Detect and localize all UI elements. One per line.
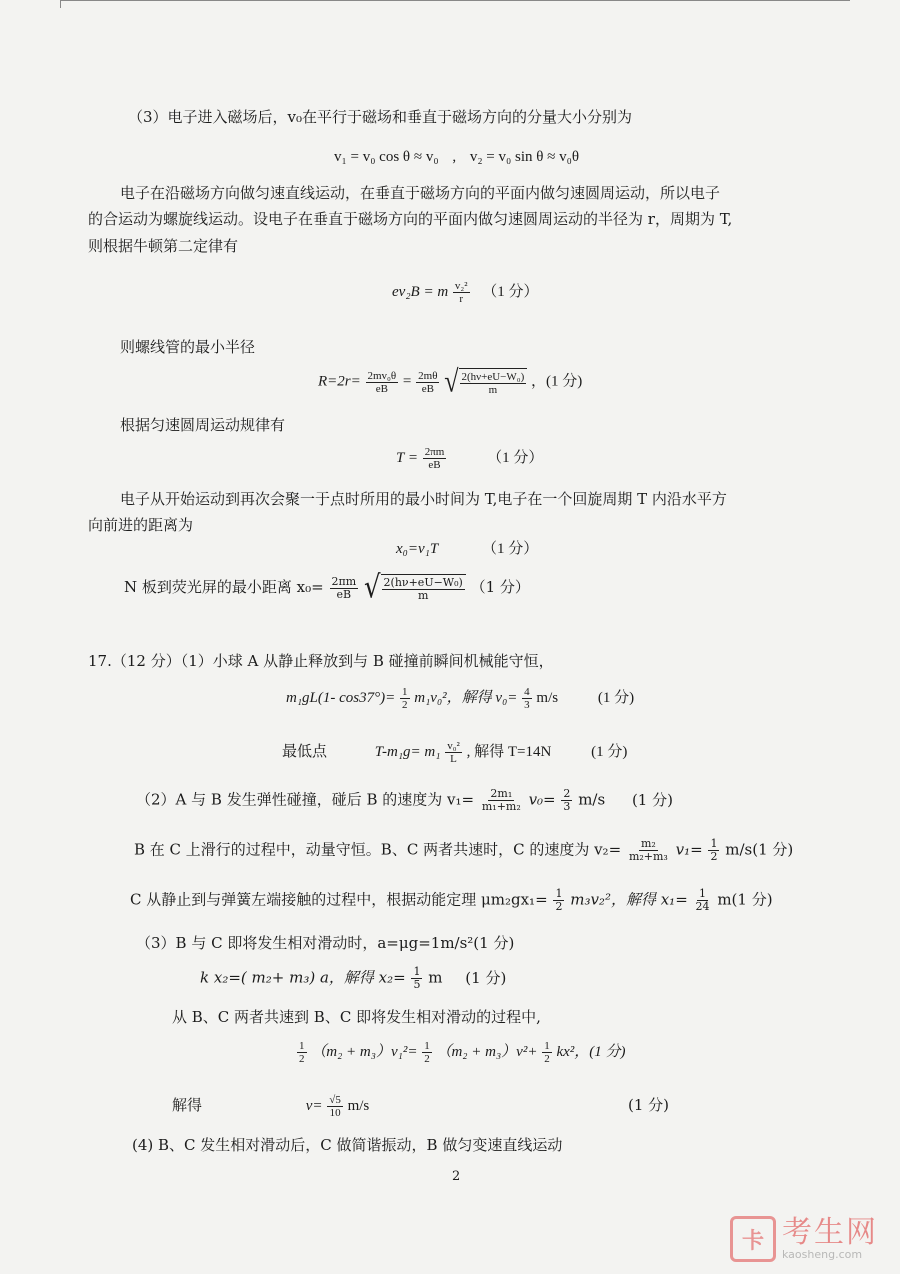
bc-res-num: 1	[710, 837, 718, 850]
bc-den: m₂+m₃	[628, 850, 668, 863]
eq-force-left: ev₂B = m	[392, 283, 449, 300]
p17-bc-line	[134, 838, 793, 863]
solve-score: (1 分)	[628, 1096, 670, 1114]
part2-result	[561, 788, 572, 813]
p17-c-line	[130, 888, 773, 913]
kx-num: 1	[413, 965, 421, 978]
en-half3-den: 2	[544, 1053, 550, 1065]
c-mid: m₃v₂²，解得 x₁=	[570, 890, 688, 909]
eq-force-fraction	[453, 280, 470, 305]
c-unit-score: m(1 分)	[717, 890, 773, 909]
eq-screen-sqrt	[363, 570, 466, 606]
p17-part3-line: （3）B 与 C 即将发生相对滑动时，a=μg=1m/s²(1 分)	[136, 934, 515, 952]
eq1-res-num: 4	[524, 686, 530, 698]
eq-R-frac1	[366, 370, 399, 395]
eq-energy-conservation	[286, 686, 634, 711]
eq-R-score: ，(1 分)	[531, 373, 583, 390]
en-mid1: （m₂ + m₃）v₁²=	[311, 1043, 418, 1060]
kx-unit: m	[428, 968, 443, 987]
eq-energy-spring	[296, 1040, 626, 1065]
eq1-unit: m/s	[536, 689, 559, 706]
eq2-num: v₀²	[447, 740, 460, 752]
solve-frac	[327, 1094, 343, 1119]
eq2-frac	[445, 740, 462, 765]
solve-unit: m/s	[347, 1097, 370, 1114]
sqrt-sign-icon: √	[444, 364, 459, 399]
part2-text: （2）A 与 B 发生弹性碰撞，碰后 B 的速度为 v₁=	[136, 790, 475, 809]
part2-num: 2m₁	[490, 787, 513, 800]
lowest-label: 最低点	[282, 743, 328, 760]
screen-distance-line	[124, 570, 530, 606]
eq-period	[396, 446, 543, 471]
eq-screen-den: eB	[336, 587, 352, 601]
bc-text: B 在 C 上滑行的过程中，动量守恒。B、C 两者共速时，C 的速度为 v₂=	[134, 840, 622, 859]
eq2-score: (1 分)	[591, 743, 628, 760]
min-radius-text: 则螺线管的最小半径	[120, 338, 256, 356]
eq-T-score: （1 分）	[487, 449, 544, 466]
eq-v2: v₂ = v₀ sin θ ≈ v₀θ	[469, 149, 580, 165]
en-half1-den: 2	[299, 1053, 305, 1065]
eq-R-root-den: m	[488, 384, 498, 396]
en-half1	[297, 1040, 307, 1065]
eq-force-score: （1 分）	[482, 283, 539, 300]
eq-R-left: R=2r=	[318, 373, 361, 390]
en-half2-den: 2	[424, 1053, 430, 1065]
p17-energy-text: 从 B、C 两者共速到 B、C 即将发生相对滑动的过程中,	[172, 1008, 541, 1026]
solve-den: 10	[329, 1107, 341, 1119]
en-half2-num: 1	[424, 1040, 430, 1052]
p17-solve-line	[172, 1094, 369, 1119]
eq-screen-frac	[330, 576, 359, 601]
watermark-en: kaosheng.com	[782, 1248, 863, 1261]
p16-para1-line2: 的合运动为螺旋线运动。设电子在垂直于磁场方向的平面内做匀速圆周运动的半径为 r，周期为 T,	[88, 210, 733, 228]
p16-para1-line1: 电子在沿磁场方向做匀速直线运动，在垂直于磁场方向的平面内做匀速圆周运动，所以电子	[120, 184, 721, 202]
part2-res-den: 3	[563, 800, 571, 813]
eq-R-root-frac	[460, 371, 527, 396]
eq-T-frac	[423, 446, 447, 471]
page-border-top	[60, 0, 850, 1]
bc-result	[708, 838, 719, 863]
eq-x0-score: （1 分）	[481, 541, 539, 557]
eq-screen-root-num: 2(hν+eU−W₀)	[383, 576, 463, 589]
kx-score: (1 分)	[465, 968, 507, 987]
en-mid2: （m₂ + m₃）v²+	[436, 1043, 538, 1060]
eq-screen-root-den: m	[417, 589, 429, 602]
eq-screen-num: 2πm	[331, 574, 357, 588]
eq1-half-num: 1	[402, 686, 408, 698]
c-half-num: 1	[555, 887, 563, 900]
en-tail: kx²，(1 分)	[556, 1043, 626, 1060]
bc-unit-score: m/s(1 分)	[725, 840, 794, 859]
eq-screen-root-frac	[382, 577, 465, 602]
eq-screen-score: （1 分）	[470, 578, 530, 596]
p16-para1-line3: 则根据牛顿第二定律有	[88, 237, 239, 255]
c-res-den: 24	[695, 900, 710, 913]
solve-label: 解得	[172, 1097, 203, 1114]
en-half3-num: 1	[544, 1040, 550, 1052]
eq-newton-force	[392, 280, 539, 305]
sqrt-sign-icon: √	[363, 570, 381, 606]
en-half3	[542, 1040, 552, 1065]
eq1-left: m₁gL(1- cos37°)=	[286, 689, 396, 706]
eq1-result	[522, 686, 532, 711]
page-number: 2	[452, 1169, 461, 1184]
part2-mid: v₀=	[528, 790, 556, 809]
eq-R-f1-den: eB	[375, 382, 388, 395]
eq-separator: ,	[452, 149, 457, 165]
eq1-mid: m₁v₀²，解得 v₀=	[414, 689, 518, 706]
eq-force-den: r	[459, 293, 464, 305]
solve-left: v=	[305, 1097, 323, 1114]
eq1-score: (1 分)	[597, 689, 635, 706]
p17-part2-line	[136, 788, 673, 813]
circular-motion-text: 根据匀速圆周运动规律有	[120, 416, 286, 434]
eq-T-left: T =	[396, 449, 418, 466]
eq2-left: T-m₁g= m₁	[374, 743, 441, 760]
c-half	[553, 888, 564, 913]
kx-left: k x₂=( m₂+ m₃) a，解得 x₂=	[200, 968, 406, 987]
eq-R-f1-num: 2mv₀θ	[367, 369, 397, 382]
eq-T-den: eB	[428, 459, 441, 471]
eq-lowest-point	[282, 740, 627, 765]
part2-frac	[480, 788, 523, 813]
page-border-left	[60, 0, 61, 8]
kx-frac	[411, 966, 422, 991]
eq2-den: L	[450, 753, 457, 765]
c-half-den: 2	[555, 900, 563, 913]
eq-force-num: v₂²	[454, 280, 468, 292]
eq-v1: v₁ = v₀ cos θ ≈ v₀	[334, 149, 439, 165]
eq-T-num: 2πm	[424, 446, 445, 458]
eq-radius	[318, 364, 583, 399]
bc-frac	[627, 838, 670, 863]
part2-unit: m/s	[578, 790, 606, 809]
p17-heading: 17.（12 分）（1）小球 A 从静止释放到与 B 碰撞前瞬间机械能守恒，	[88, 652, 554, 670]
p16-para2-line1: 电子从开始运动到再次会聚一于点时所用的最小时间为 T,电子在一个回旋周期 T 内沿水平方	[120, 490, 727, 508]
eq-R-sqrt	[444, 364, 527, 399]
kx-den: 5	[413, 978, 421, 991]
eq-R-f2-den: eB	[421, 382, 434, 395]
bc-num: m₂	[640, 837, 656, 850]
solve-num: √5	[329, 1094, 341, 1106]
part2-res-num: 2	[563, 787, 571, 800]
bc-res-den: 2	[710, 850, 718, 863]
p16-para2-line2: 向前进的距离为	[88, 516, 194, 534]
p16-part3-intro: （3）电子进入磁场后，v₀在平行于磁场和垂直于磁场方向的分量大小分别为	[128, 108, 633, 126]
eq-R-root-num: 2(hν+eU−W₀)	[461, 371, 525, 383]
c-text: C 从静止到与弹簧左端接触的过程中，根据动能定理 μm₂gx₁=	[130, 890, 548, 909]
bc-mid: v₁=	[675, 840, 703, 859]
p17-part4-line: (4) B、C 发生相对滑动后，C 做简谐振动，B 做匀变速直线运动	[132, 1136, 563, 1154]
eq1-res-den: 3	[524, 699, 530, 711]
watermark	[730, 1216, 878, 1262]
eq1-half-den: 2	[402, 699, 408, 711]
watermark-logo-icon: 卡	[730, 1216, 776, 1262]
eq-x0	[396, 538, 538, 560]
eq2-result: , 解得 T=14N	[466, 743, 552, 760]
screen-distance-text: N 板到荧光屏的最小距离 x₀=	[124, 578, 324, 596]
p17-kx-line	[200, 966, 506, 991]
c-res-num: 1	[699, 887, 707, 900]
en-half1-num: 1	[299, 1040, 305, 1052]
part2-den: m₁+m₂	[481, 800, 521, 813]
watermark-cn: 考生网	[782, 1215, 878, 1250]
eq-R-f2-num: 2mθ	[418, 369, 438, 382]
c-result	[694, 888, 712, 913]
en-half2	[422, 1040, 432, 1065]
eq-x0-expr: x₀=v₁T	[396, 541, 439, 557]
eq-R-frac2	[416, 370, 439, 395]
eq-velocity-components	[334, 146, 579, 168]
part2-score: (1 分)	[631, 790, 673, 809]
eq-R-equals: =	[402, 373, 412, 390]
eq1-half	[400, 686, 410, 711]
